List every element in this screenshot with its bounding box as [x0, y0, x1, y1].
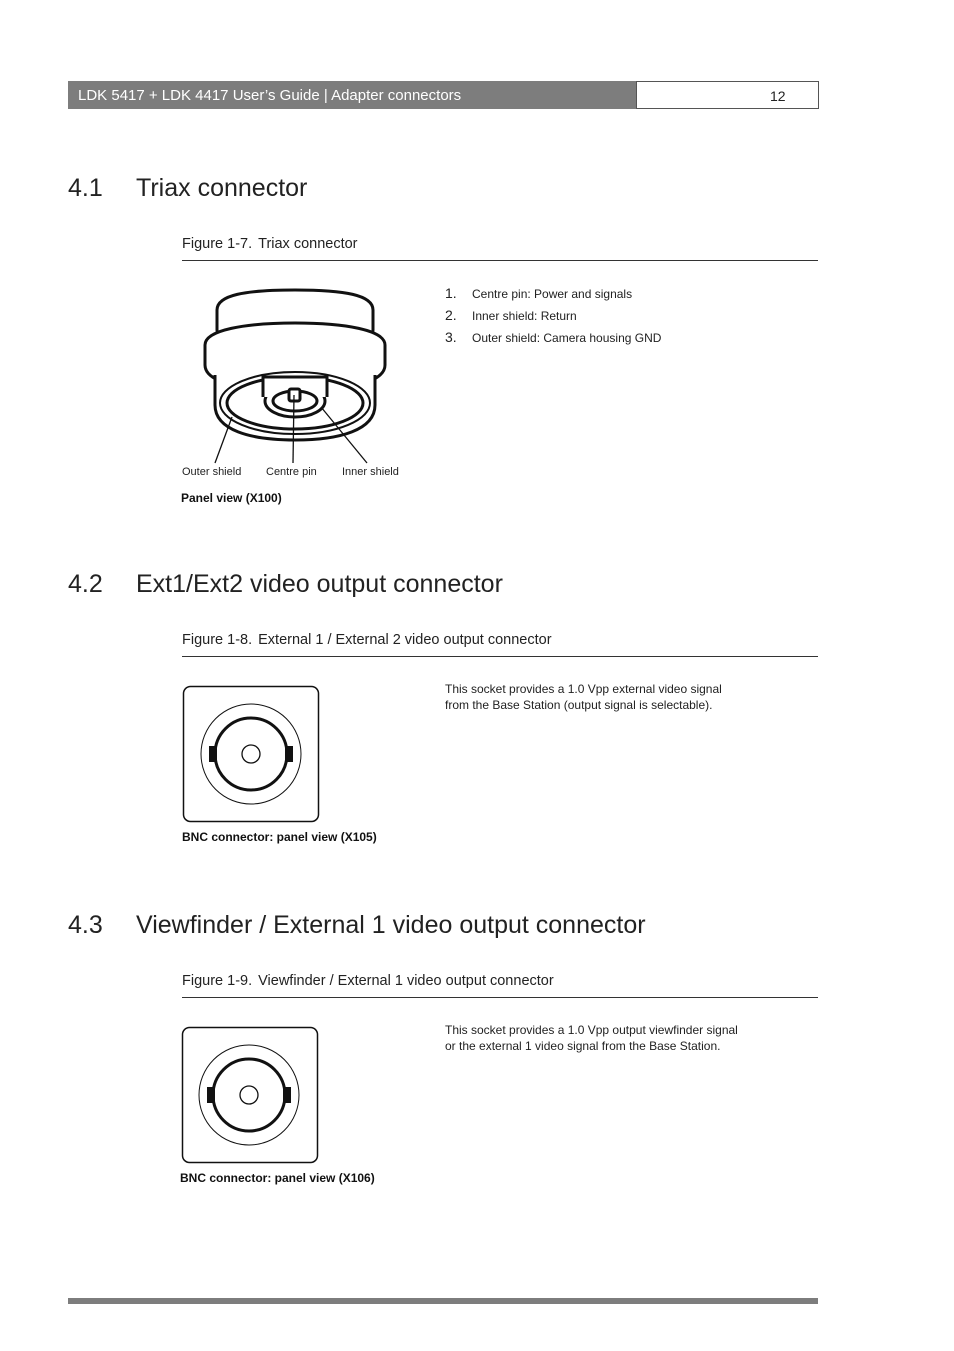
- figure-caption-1-8: [182, 632, 552, 648]
- figure-label: Figure 1-8.: [182, 632, 253, 648]
- pin-list: [445, 285, 661, 351]
- bnc-connector-illustration-x105: [182, 685, 322, 825]
- caption-rule: [182, 656, 818, 657]
- panel-view-label-x106: BNC connector: panel view (X106): [180, 1171, 375, 1185]
- panel-view-label-x105: BNC connector: panel view (X105): [182, 830, 377, 844]
- figure-label: Figure 1-9.: [182, 973, 253, 989]
- callout-inner-shield: Inner shield: [342, 466, 399, 478]
- page-number: 12: [770, 88, 786, 104]
- section-heading-4-2: [68, 570, 503, 599]
- bnc-connector-illustration-x106: [181, 1026, 321, 1166]
- triax-connector-illustration: [195, 285, 395, 465]
- caption-rule: [182, 260, 818, 261]
- figure-title: Viewfinder / External 1 video output connector: [258, 973, 554, 989]
- figure-title: External 1 / External 2 video output connector: [258, 632, 552, 648]
- list-item: 2. Inner shield: Return: [445, 307, 577, 323]
- section-number: 4.3: [68, 911, 103, 939]
- panel-view-label-x100: Panel view (X100): [181, 491, 282, 505]
- section-title: Ext1/Ext2 video output connector: [136, 570, 503, 598]
- list-item: 1. Centre pin: Power and signals: [445, 285, 633, 301]
- section-number: 4.1: [68, 174, 103, 202]
- figure-title: Triax connector: [258, 236, 358, 252]
- figure-label: Figure 1-7.: [182, 236, 253, 252]
- section-heading-4-1: [68, 174, 307, 203]
- section-heading-4-3: [68, 911, 646, 940]
- figure-caption-1-7: [182, 236, 358, 252]
- section-title: Triax connector: [136, 174, 308, 202]
- page-number-box: [636, 81, 819, 109]
- caption-rule: [182, 997, 818, 998]
- header-bar: [68, 81, 636, 109]
- callout-outer-shield: Outer shield: [182, 466, 242, 478]
- callout-centre-pin: Centre pin: [266, 466, 317, 478]
- footer-bar: [68, 1298, 818, 1304]
- description-x106: This socket provides a 1.0 Vpp output viewfinder signal or the external 1 video signal from the Base Station.: [445, 1023, 738, 1053]
- description-x105: This socket provides a 1.0 Vpp external video signal from the Base Station (output signal is selectable).: [445, 682, 722, 712]
- section-title: Viewfinder / External 1 video output connector: [136, 911, 646, 939]
- section-number: 4.2: [68, 570, 103, 598]
- figure-caption-1-9: [182, 973, 554, 989]
- list-item: 3. Outer shield: Camera housing GND: [445, 329, 662, 345]
- document-title: LDK 5417 + LDK 4417 User’s Guide | Adapter connectors: [78, 87, 462, 104]
